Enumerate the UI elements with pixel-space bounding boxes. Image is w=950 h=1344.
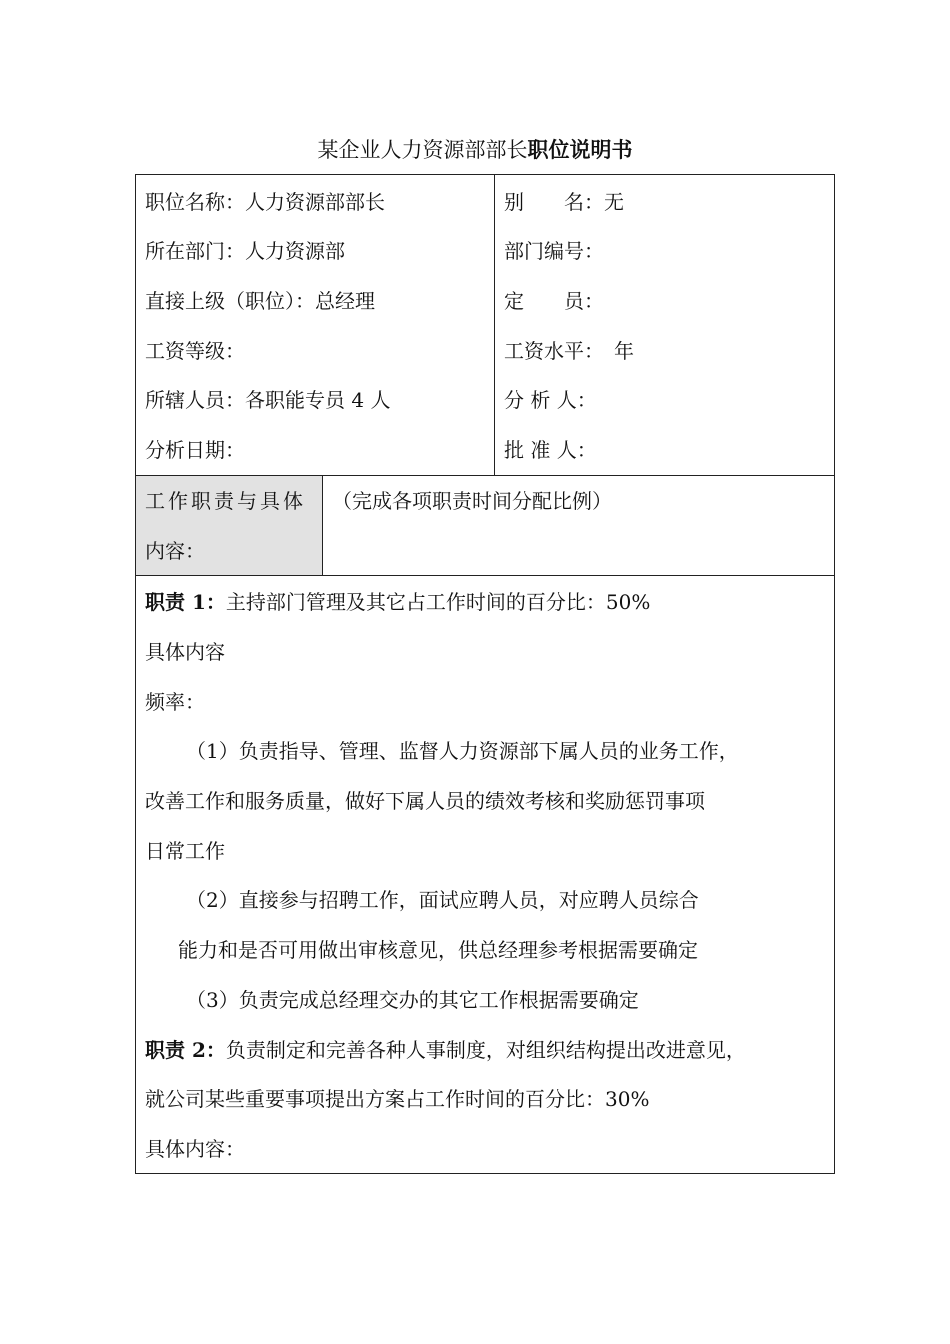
duties-header-divider	[322, 475, 323, 576]
duty1-item1-line3: 日常工作	[145, 839, 225, 863]
duty1-item2-line2: 能力和是否可用做出审核意见，供总经理参考根据需要确定	[178, 938, 698, 962]
headcount: 定 员：	[504, 289, 604, 313]
duties-label-line1: 工作职责与具体	[145, 489, 306, 513]
duty2-content-label: 具体内容：	[145, 1137, 245, 1161]
duty1-label: 职责 1：	[145, 590, 226, 614]
duty1-text: 主持部门管理及其它占工作时间的百分比：50%	[225, 590, 651, 614]
position-name: 职位名称：人力资源部部长	[145, 190, 385, 214]
duty2-heading	[145, 1035, 746, 1065]
duties-time-note: （完成各项职责时间分配比例）	[332, 489, 612, 513]
alias: 别 名：无	[504, 190, 624, 214]
department: 所在部门：人力资源部	[145, 239, 345, 263]
analysis-date: 分析日期：	[145, 438, 245, 462]
duty1-item1-line2: 改善工作和服务质量，做好下属人员的绩效考核和奖励惩罚事项	[145, 789, 705, 813]
title-prefix: 某企业人力资源部部长	[317, 138, 528, 162]
info-table-divider	[494, 174, 495, 476]
duties-label-line2: 内容：	[145, 539, 205, 563]
approver: 批 准 人：	[504, 438, 597, 462]
salary-grade: 工资等级：	[145, 339, 245, 363]
duty1-item1-line1: （1）负责指导、管理、监督人力资源部下属人员的业务工作，	[186, 739, 739, 763]
duty1-item2-line1: （2）直接参与招聘工作，面试应聘人员，对应聘人员综合	[186, 888, 699, 912]
duty2-text-line1: 负责制定和完善各种人事制度，对组织结构提出改进意见，	[225, 1038, 746, 1062]
analyst: 分 析 人：	[504, 388, 597, 412]
subordinates: 所辖人员：各职能专员 4 人	[145, 388, 391, 412]
info-table	[135, 174, 835, 476]
duty1-frequency-label: 频率：	[145, 690, 205, 714]
duty2-text-line2: 就公司某些重要事项提出方案占工作时间的百分比：30%	[145, 1087, 650, 1111]
salary-level: 工资水平： 年	[504, 339, 634, 363]
duty2-label: 职责 2：	[145, 1038, 226, 1062]
duty1-item3-line1: （3）负责完成总经理交办的其它工作根据需要确定	[186, 988, 639, 1012]
duty1-content-label: 具体内容	[145, 640, 225, 664]
document-title	[0, 136, 950, 164]
direct-supervisor: 直接上级（职位）：总经理	[145, 289, 375, 313]
duty1-heading	[145, 587, 650, 617]
title-bold: 职位说明书	[527, 137, 633, 162]
department-code: 部门编号：	[504, 239, 604, 263]
